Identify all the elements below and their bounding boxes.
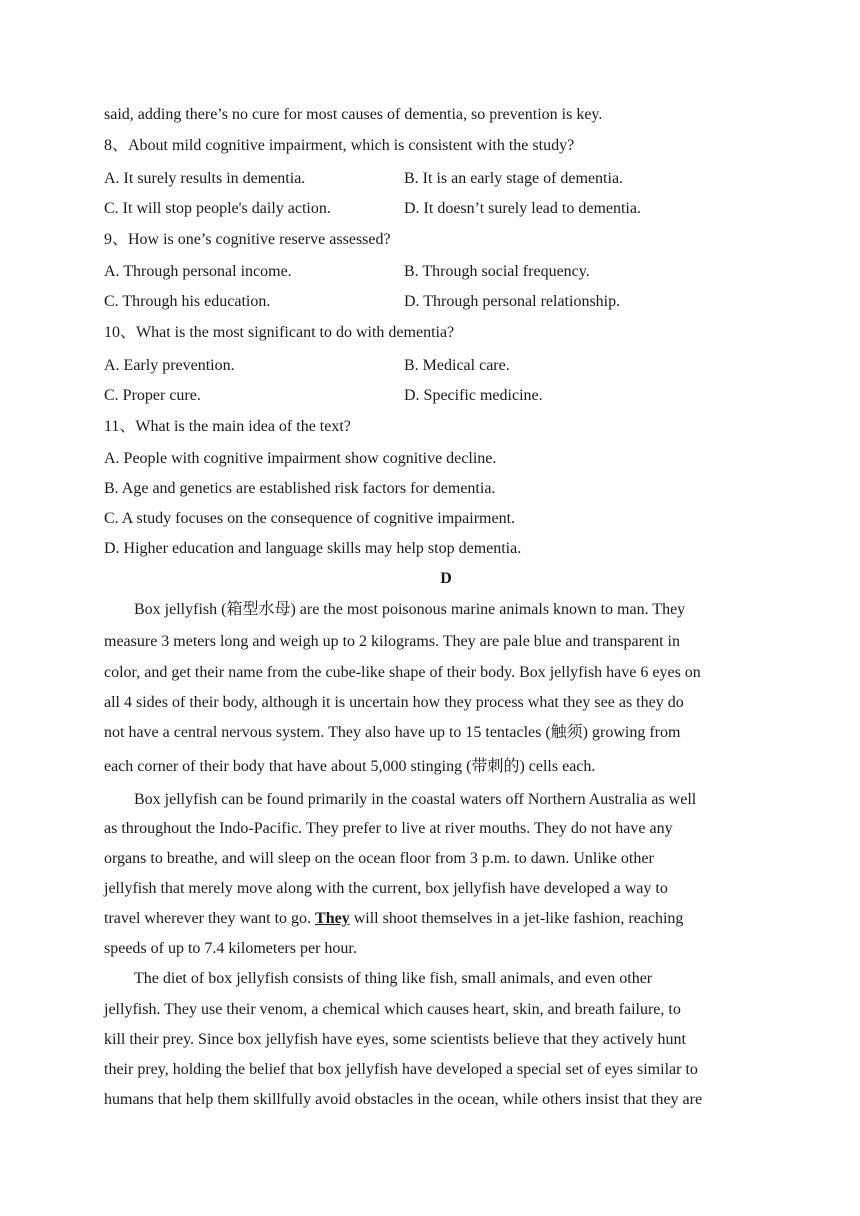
question-8-option-b: B. It is an early stage of dementia. <box>404 170 624 187</box>
question-9-option-b: B. Through social frequency. <box>404 263 590 280</box>
underlined-word: They <box>315 910 350 927</box>
passage-line-with-underline <box>104 909 683 929</box>
passage-line: jellyfish that merely move along with the current, box jellyfish have developed a way to <box>104 880 668 897</box>
question-9-option-a: A. Through personal income. <box>104 263 292 280</box>
passage-line: all 4 sides of their body, although it is uncertain how they process what they see as they do <box>104 694 684 711</box>
question-8-option-c: C. It will stop people's daily action. <box>104 200 331 217</box>
passage-line: Box jellyfish (箱型水母) are the most poisonous marine animals known to man. They <box>134 601 686 618</box>
section-heading: D <box>440 570 452 587</box>
passage-line: organs to breathe, and will sleep on the ocean floor from 3 p.m. to dawn. Unlike other <box>104 850 654 867</box>
passage-line: jellyfish. They use their venom, a chemical which causes heart, skin, and breath failure, to <box>104 1001 681 1018</box>
question-8-option-d: D. It doesn’t surely lead to dementia. <box>404 200 641 217</box>
question-10-option-a: A. Early prevention. <box>104 357 235 374</box>
passage-line: color, and get their name from the cube-like shape of their body. Box jellyfish have 6 eyes on <box>104 664 701 681</box>
passage-line: each corner of their body that have about 5,000 stinging (带刺的) cells each. <box>104 758 596 775</box>
passage-line: Box jellyfish can be found primarily in the coastal waters off Northern Australia as well <box>134 791 697 808</box>
passage-line: their prey, holding the belief that box jellyfish have developed a special set of eyes similar to <box>104 1061 698 1078</box>
passage-text: will shoot themselves in a jet-like fashion, reaching <box>349 910 684 927</box>
question-10-option-b: B. Medical care. <box>404 357 510 374</box>
question-11-option-a: A. People with cognitive impairment show cognitive decline. <box>104 450 497 467</box>
passage-line: not have a central nervous system. They also have up to 15 tentacles (触须) growing from <box>104 724 681 741</box>
passage-line: The diet of box jellyfish consists of thing like fish, small animals, and even other <box>134 970 653 987</box>
question-11-option-b: B. Age and genetics are established risk factors for dementia. <box>104 480 496 497</box>
question-11-stem: 11、What is the main idea of the text? <box>104 418 351 435</box>
question-10-option-c: C. Proper cure. <box>104 387 201 404</box>
passage-line: humans that help them skillfully avoid obstacles in the ocean, while others insist that they are <box>104 1091 703 1108</box>
passage-line: measure 3 meters long and weigh up to 2 kilograms. They are pale blue and transparent in <box>104 633 680 650</box>
question-8-option-a: A. It surely results in dementia. <box>104 170 306 187</box>
question-10-stem: 10、What is the most significant to do with dementia? <box>104 324 455 341</box>
intro-text: said, adding there’s no cure for most causes of dementia, so prevention is key. <box>104 106 603 123</box>
passage-line: as throughout the Indo-Pacific. They prefer to live at river mouths. They do not have any <box>104 820 673 837</box>
question-10-option-d: D. Specific medicine. <box>404 387 543 404</box>
passage-line: kill their prey. Since box jellyfish have eyes, some scientists believe that they actively hunt <box>104 1031 686 1048</box>
question-9-option-c: C. Through his education. <box>104 293 271 310</box>
question-9-stem: 9、How is one’s cognitive reserve assessed? <box>104 231 391 248</box>
passage-line: speeds of up to 7.4 kilometers per hour. <box>104 940 357 957</box>
question-11-option-c: C. A study focuses on the consequence of cognitive impairment. <box>104 510 516 527</box>
passage-text: travel wherever they want to go. <box>104 910 316 927</box>
question-11-option-d: D. Higher education and language skills may help stop dementia. <box>104 540 522 557</box>
question-8-stem: 8、About mild cognitive impairment, which is consistent with the study? <box>104 137 575 154</box>
question-9-option-d: D. Through personal relationship. <box>404 293 621 310</box>
